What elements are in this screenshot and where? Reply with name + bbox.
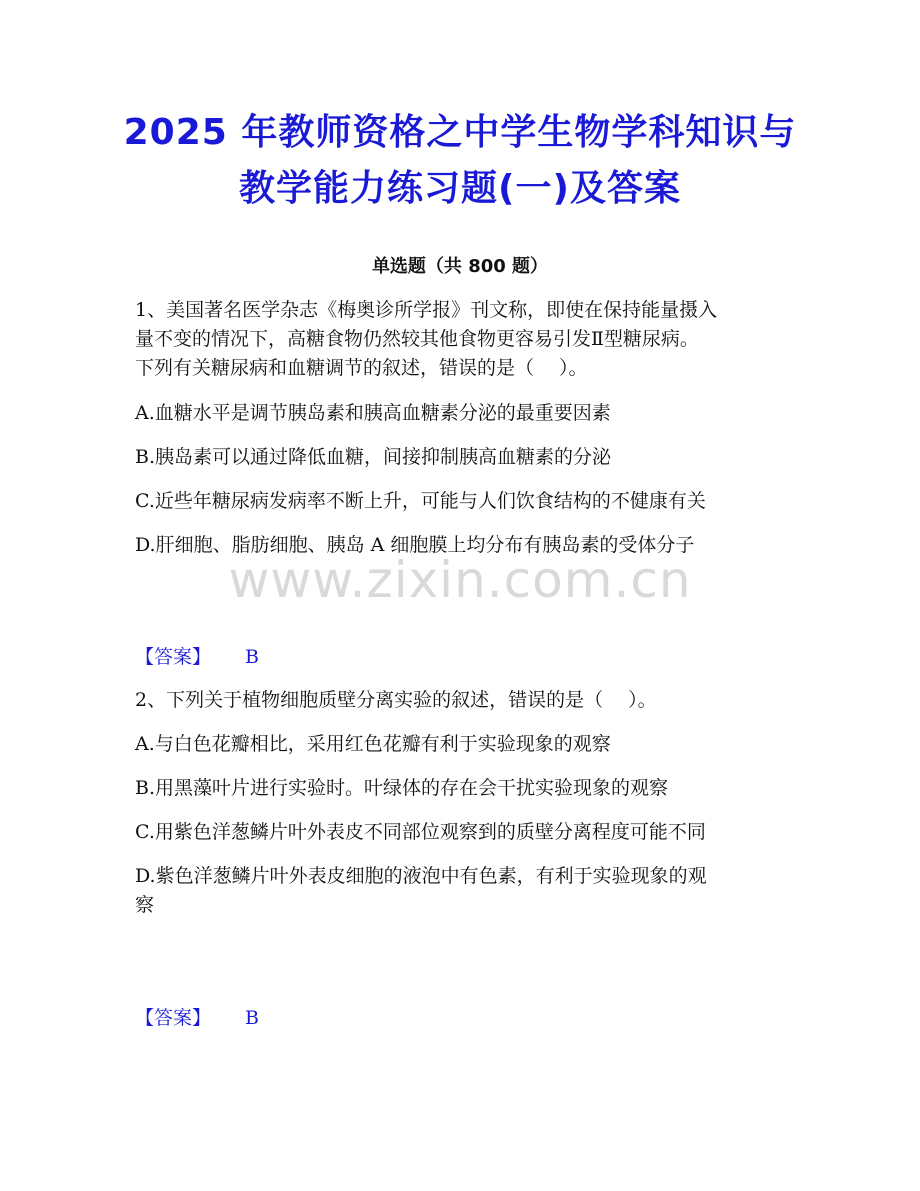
watermark: www.zixin.com.cn [228,551,692,609]
question-2-option-d-line-1: D.紫色洋葱鳞片叶外表皮细胞的液泡中有色素，有利于实验现象的观 [135,865,707,887]
question-1-option-b: B.胰岛素可以通过降低血糖，间接抑制胰高血糖素的分泌 [135,446,612,468]
answer-value: B [245,646,259,668]
question-2-answer [135,1003,259,1033]
answer-value: B [245,1007,259,1029]
question-1-option-c: C.近些年糖尿病发病率不断上升，可能与人们饮食结构的不健康有关 [135,490,706,512]
question-2-stem-line-1: 2、下列关于植物细胞质壁分离实验的叙述，错误的是（ ）。 [135,689,657,711]
question-2-option-b: B.用黑藻叶片进行实验时。叶绿体的存在会干扰实验现象的观察 [135,777,669,799]
section-heading: 单选题（共 800 题） [371,256,549,277]
answer-label: 【答案】 [135,646,212,668]
document-title-line-2: 教学能力练习题(一)及答案 [239,168,681,209]
question-1-stem-line-1: 1、美国著名医学杂志《梅奥诊所学报》刊文称，即使在保持能量摄入 [135,299,718,321]
answer-label: 【答案】 [135,1007,212,1029]
document-title-line-1: 2025 年教师资格之中学生物学科知识与 [123,112,797,153]
question-1-answer [135,642,259,672]
question-1-stem-line-2: 量不变的情况下，高糖食物仍然较其他食物更容易引发Ⅱ型糖尿病。 [135,328,699,350]
question-1-option-d: D.肝细胞、脂肪细胞、胰岛 A 细胞膜上均分布有胰岛素的受体分子 [135,534,695,556]
question-2-option-c: C.用紫色洋葱鳞片叶外表皮不同部位观察到的质壁分离程度可能不同 [135,821,706,843]
question-2-option-a: A.与白色花瓣相比，采用红色花瓣有利于实验现象的观察 [135,733,611,755]
question-2-option-d-line-2: 察 [135,894,155,916]
question-1-stem-line-3: 下列有关糖尿病和血糖调节的叙述，错误的是（ ）。 [135,357,588,379]
question-1-option-a: A.血糖水平是调节胰岛素和胰高血糖素分泌的最重要因素 [135,402,611,424]
